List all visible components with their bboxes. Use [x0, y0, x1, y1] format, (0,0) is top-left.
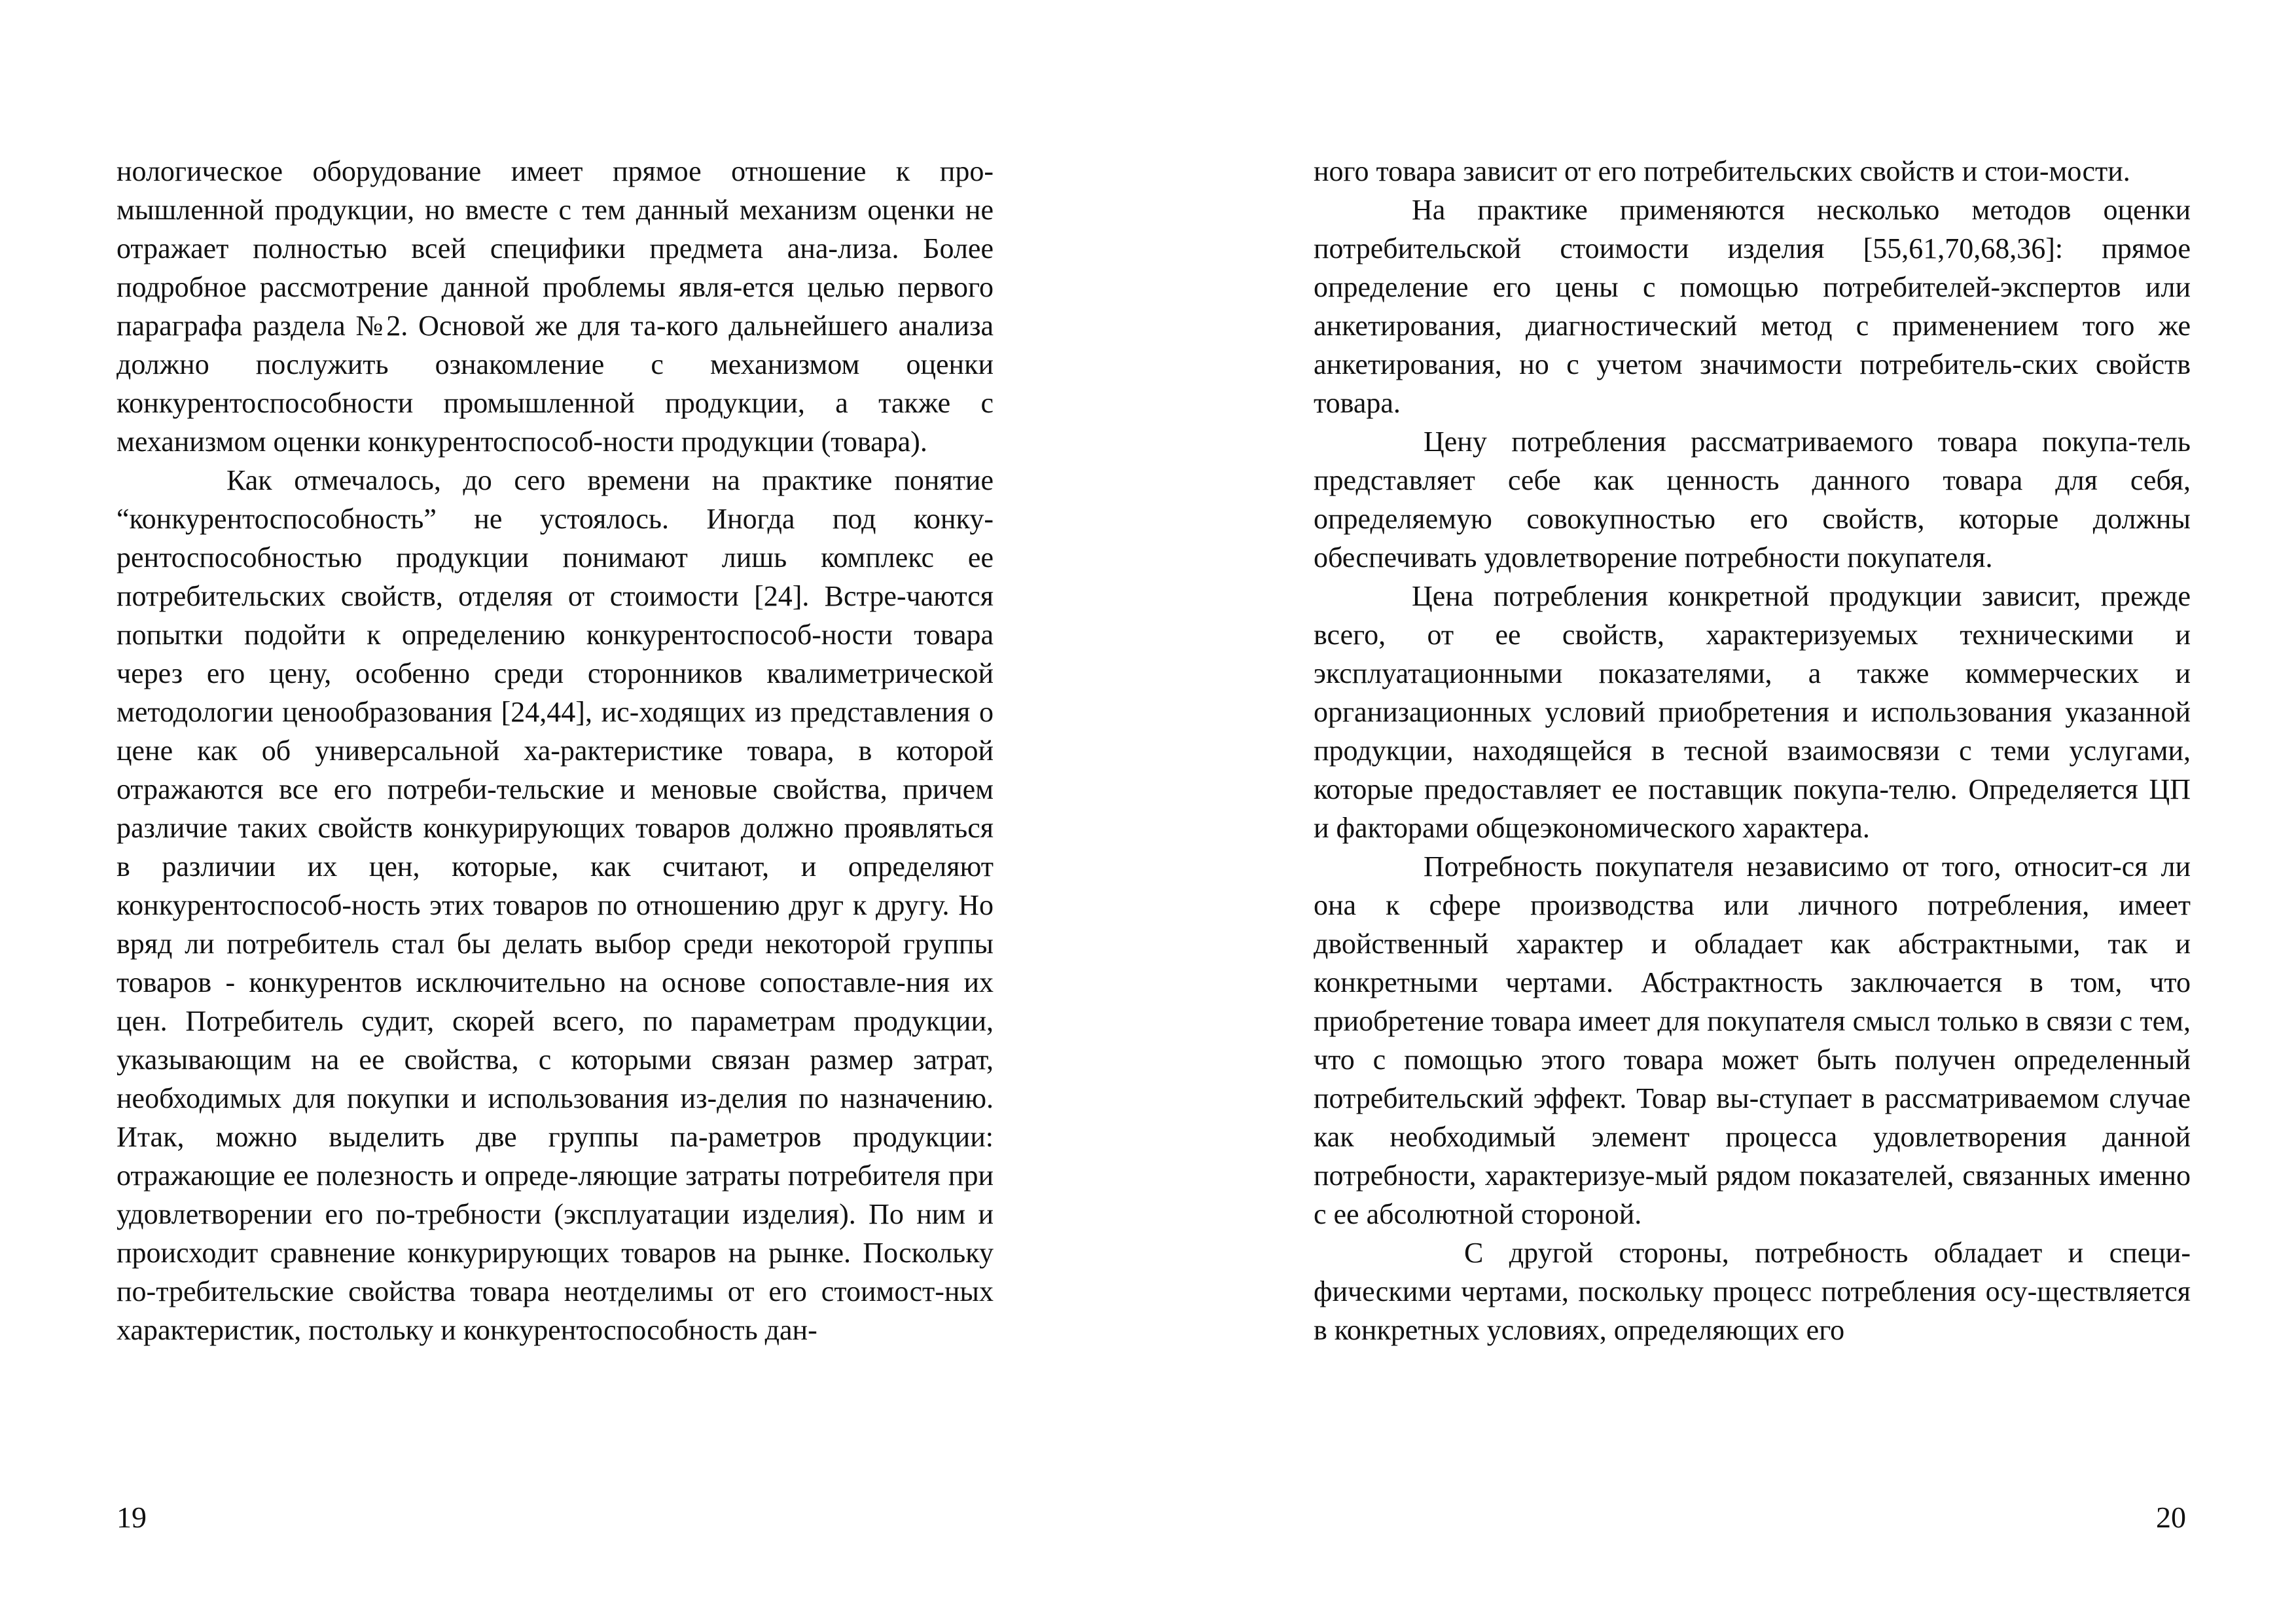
- right-page: [1148, 0, 2296, 1623]
- paragraph: Как отмечалось, до сего времени на практике понятие “конкурентоспособность” не устоялось. Иногда под конку-рентоспособностью продукции понимают лишь комплекс ее потребительских свойств, отделяя от стоимости [24]. Встре-чаются попытки подойти к определению конкурентоспособ-ности товара через его цену, особенно среди сторонников квалиметрической методологии ценообразования [24,44], ис-ходящих из представления о цене как об универсальной ха-рактеристике товара, в которой отражаются все его потреби-тельские и меновые свойства, причем различие таких свойств конкурирующих товаров должно проявляться в различии их цен, которые, как считают, и определяют конкурентоспособ-ность этих товаров по отношению друг к другу. Но вряд ли потребитель стал бы делать выбор среди некоторой группы товаров - конкурентов исключительно на основе сопоставле-ния их цен. Потребитель судит, скорей всего, по параметрам продукции, указывающим на ее свойства, с которыми связан размер затрат, необходимых для покупки и использования из-делия по назначению. Итак, можно выделить две группы па-раметров продукции: отражающие ее полезность и опреде-ляющие затраты потребителя при удовлетворении его по-требности (эксплуатации изделия). По ним и происходит сравнение конкурирующих товаров на рынке. Поскольку по-требительские свойства товара неотделимы от его стоимост-ных характеристик, постольку и конкурентоспособность дан-: [117, 464, 994, 1346]
- paragraph: ного товара зависит от его потребительских свойств и стои-мости.: [1314, 155, 2130, 187]
- paragraph: нологическое оборудование имеет прямое отношение к про-мышленной продукции, но вместе с тем данный механизм оценки не отражает полностью всей специфики предмета ана-лиза. Более подробное рассмотрение данной проблемы явля-ется целью первого параграфа раздела №2. Основой же для та-кого дальнейшего анализа должно послужить ознакомление с механизмом оценки конкурентоспособности промышленной продукции, а также с механизмом оценки конкурентоспособ-ности продукции (товара).: [117, 155, 994, 458]
- paragraph: Потребность покупателя независимо от того, относит-ся ли она к сфере производства или личного потребления, имеет двойственный характер и обладает как абстрактными, так и конкретными чертами. Абстрактность заключается в том, что приобретение товара имеет для покупателя смысл только в связи с тем, что с помощью этого товара может быть получен определенный потребительский эффект. Товар вы-ступает в рассматриваемом случае как необходимый элемент процесса удовлетворения данной потребности, характеризуе-мый рядом показателей, связанных именно с ее абсолютной стороной.: [1314, 850, 2191, 1230]
- right-page-text: [1314, 152, 2191, 1349]
- paragraph: На практике применяются несколько методов оценки потребительской стоимости изделия [55,61,70,68,36]: прямое определение его цены с помощью потребителей-экспертов или анкетирования, диагностический метод с применением того же анкетирования, но с учетом значимости потребитель-ских свойств товара.: [1314, 194, 2191, 419]
- page-number: 20: [2156, 1501, 2186, 1534]
- paragraph: С другой стороны, потребность обладает и специ-фическими чертами, поскольку процесс потребления осу-ществляется в конкретных условиях, определяющих его: [1314, 1237, 2191, 1346]
- page-number: 19: [117, 1501, 147, 1534]
- paragraph: Цену потребления рассматриваемого товара покупа-тель представляет себе как ценность данного товара для себя, определяемую совокупностью его свойств, которые должны обеспечивать удовлетворение потребности покупателя.: [1314, 426, 2191, 574]
- paragraph: Цена потребления конкретной продукции зависит, прежде всего, от ее свойств, характеризуемых техническими и эксплуатационными показателями, а также коммерческих и организационных условий приобретения и использования указанной продукции, находящейся в тесной взаимосвязи с теми услугами, которые предоставляет ее поставщик покупа-телю. Определяется ЦП и факторами общеэкономического характера.: [1314, 580, 2191, 844]
- left-page-text: [117, 152, 994, 1349]
